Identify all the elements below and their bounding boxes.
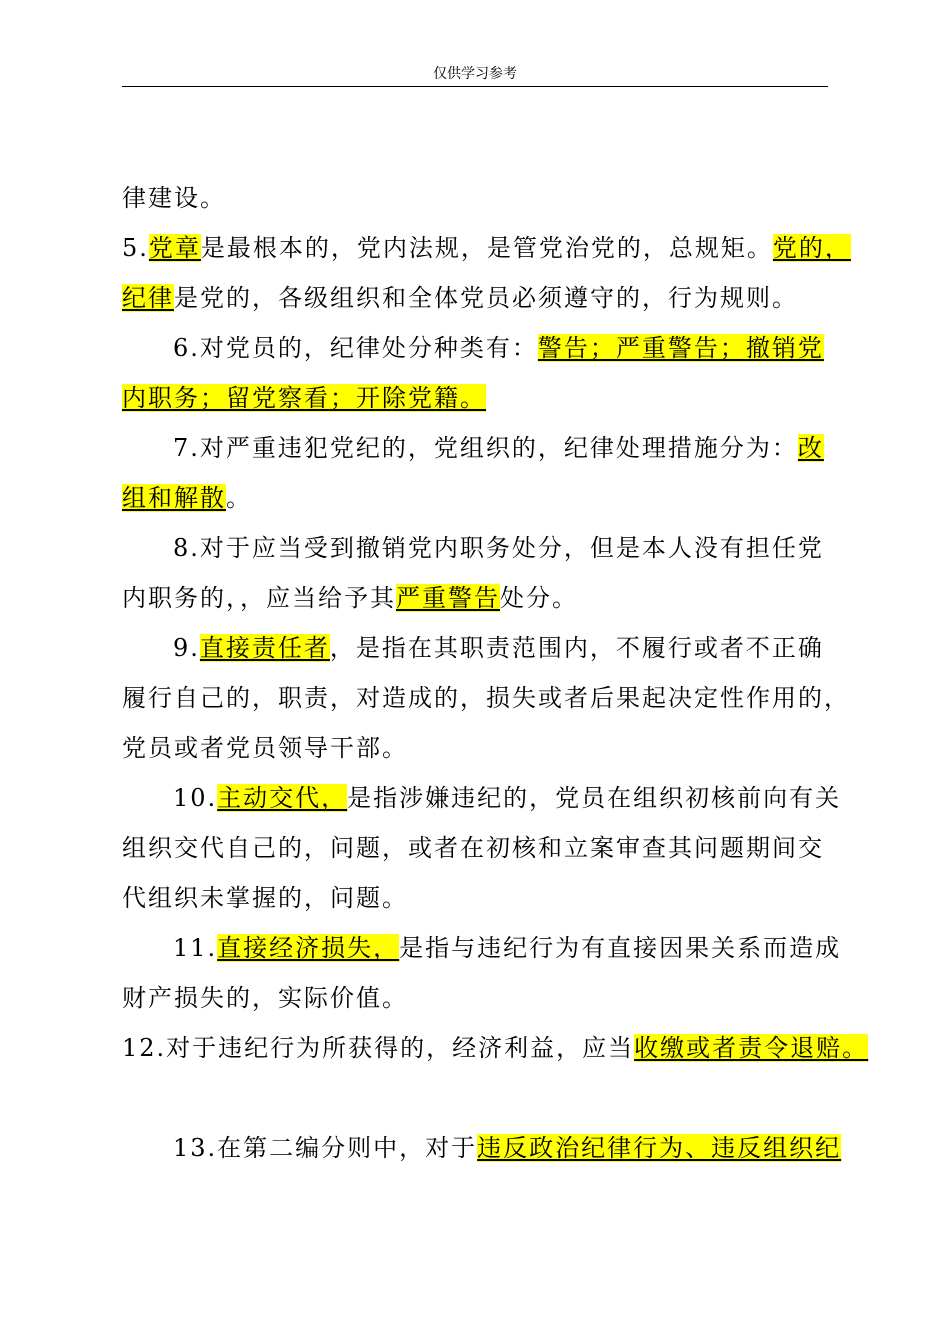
text-run: 代组织未掌握的，问题。 — [122, 884, 408, 912]
highlighted-answer: 纪律 — [122, 284, 174, 312]
highlighted-answer: 收缴或者责令退赔。 — [634, 1034, 869, 1062]
text-line — [122, 282, 798, 314]
highlighted-answer: 组和解散 — [122, 484, 226, 512]
text-line — [173, 432, 824, 464]
text-run: 是党的，各级组织和全体党员必须遵守的，行为规则。 — [174, 284, 798, 312]
text-run: 7.对严重违犯党纪的，党组织的，纪律处理措施分为： — [173, 434, 798, 462]
text-run: 13.在第二编分则中，对于 — [173, 1134, 478, 1162]
highlighted-answer: 直接经济损失， — [217, 934, 400, 962]
text-line — [122, 482, 252, 514]
text-line — [122, 732, 408, 764]
highlighted-answer: 主动交代， — [217, 784, 348, 812]
text-line — [122, 682, 850, 714]
text-line — [122, 882, 408, 914]
highlighted-answer: 直接责任者 — [199, 634, 330, 662]
text-run: 内职务的，，应当给予其 — [122, 584, 396, 612]
text-line — [173, 782, 841, 814]
text-line — [173, 532, 824, 564]
text-line — [122, 232, 851, 264]
text-run: 12.对于违纪行为所获得的，经济利益，应当 — [122, 1034, 635, 1062]
text-line — [173, 932, 841, 964]
text-run: 11. — [173, 934, 218, 962]
text-run: 6.对党员的，纪律处分种类有： — [173, 334, 538, 362]
text-run: 是指与违纪行为有直接因果关系而造成 — [399, 934, 842, 962]
highlighted-answer: 党的， — [772, 234, 851, 262]
text-line — [122, 832, 824, 864]
text-run: 履行自己的，职责，对造成的，损失或者后果起决定性作用的， — [122, 684, 850, 712]
highlighted-answer: 内职务；留党察看；开除党籍。 — [122, 384, 486, 412]
highlighted-answer: 改 — [797, 434, 824, 462]
text-line — [122, 982, 408, 1014]
highlighted-answer: 党章 — [148, 234, 201, 262]
text-run: 是最根本的，党内法规，是管党治党的，总规矩。 — [200, 234, 773, 262]
text-run: 10. — [173, 784, 218, 812]
text-run: ，是指在其职责范围内，不履行或者不正确 — [329, 634, 824, 662]
text-run: 9. — [173, 634, 200, 662]
text-line — [173, 1132, 841, 1164]
text-run: 党员或者党员领导干部。 — [122, 734, 408, 762]
text-line — [122, 582, 578, 614]
text-line — [122, 1032, 868, 1064]
text-line — [122, 182, 226, 214]
page-header — [122, 64, 828, 87]
highlighted-answer: 违反政治纪律行为、违反组织纪 — [477, 1134, 842, 1162]
text-line — [173, 632, 824, 664]
text-line — [173, 332, 824, 364]
text-run: 律建设。 — [122, 184, 226, 212]
text-run: 财产损失的，实际价值。 — [122, 984, 408, 1012]
text-line — [122, 382, 486, 414]
text-run: 5. — [122, 234, 149, 262]
text-run: 。 — [226, 484, 252, 512]
header-text: 仅供学习参考 — [433, 66, 517, 82]
text-run: 处分。 — [500, 584, 578, 612]
highlighted-answer: 严重警告 — [396, 584, 500, 612]
highlighted-answer: 警告；严重警告；撤销党 — [537, 334, 824, 362]
text-run: 8.对于应当受到撤销党内职务处分，但是本人没有担任党 — [173, 534, 824, 562]
text-run: 组织交代自己的，问题，或者在初核和立案审查其问题期间交 — [122, 834, 824, 862]
text-run: 是指涉嫌违纪的，党员在组织初核前向有关 — [347, 784, 842, 812]
